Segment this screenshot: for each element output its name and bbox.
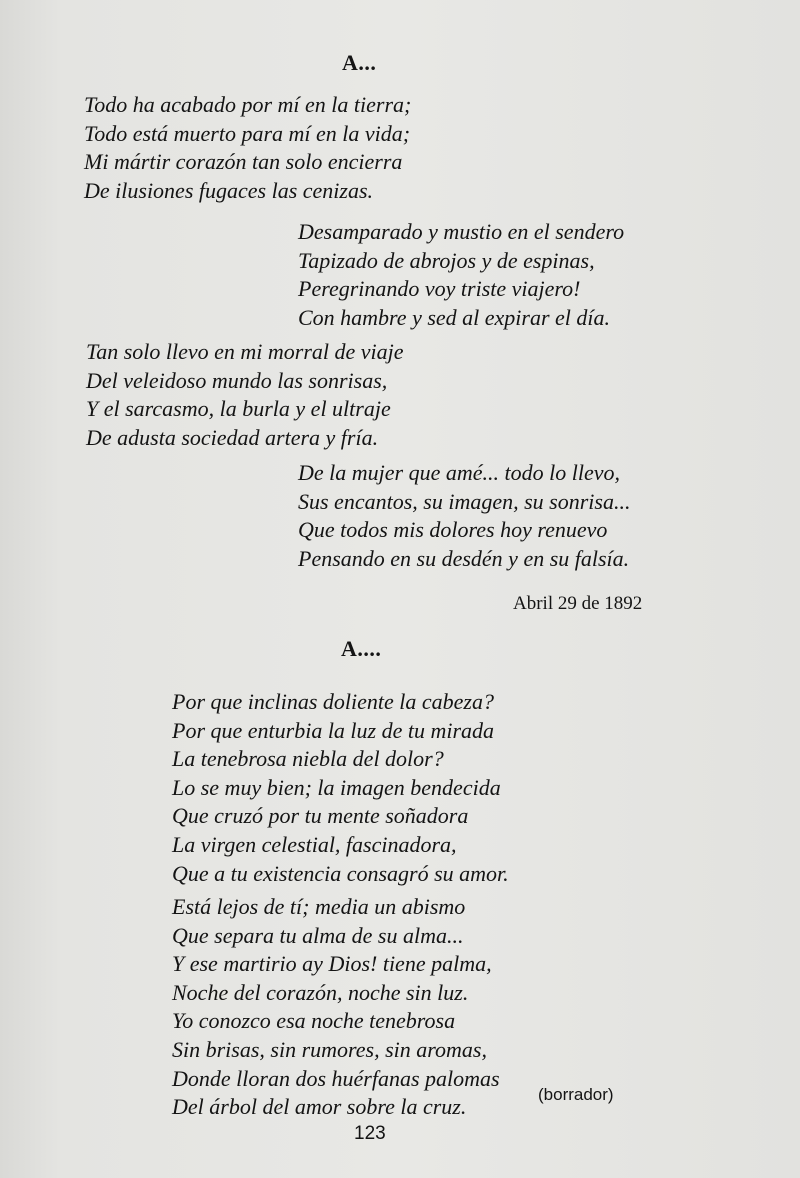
verse-line: De la mujer que amé... todo lo llevo, xyxy=(298,460,620,485)
verse-line: Del árbol del amor sobre la cruz. xyxy=(172,1094,467,1120)
verse-line: Lo se muy bien; la imagen bendecida xyxy=(172,774,501,800)
poem1-stanza-4 xyxy=(298,459,630,573)
verse-line: Con hambre y sed al expirar el día. xyxy=(298,304,611,330)
verse-line: Todo ha acabado por mí en la tierra; xyxy=(84,92,412,117)
verse-line: Por que enturbia la luz de tu mirada xyxy=(172,717,495,743)
verse-line: De ilusiones fugaces las cenizas. xyxy=(84,177,374,203)
verse-line: De adusta sociedad artera y fría. xyxy=(86,424,379,450)
poem1-title: A... xyxy=(342,50,377,75)
verse-line: Peregrinando voy triste viajero! xyxy=(298,276,581,301)
verse-line: Que todos mis dolores hoy renuevo xyxy=(298,517,608,542)
verse-line: Mi mártir corazón tan solo encierra xyxy=(84,149,403,174)
verse-line: La virgen celestial, fascinadora, xyxy=(172,831,457,857)
poem2-title: A.... xyxy=(341,636,382,661)
verse-line: Del veleidoso mundo las sonrisas, xyxy=(86,367,388,393)
verse-line: Y ese martirio ay Dios! tiene palma, xyxy=(172,951,492,977)
page-number: 123 xyxy=(354,1123,386,1144)
verse-line: Que separa tu alma de su alma... xyxy=(172,922,464,948)
draft-note: (borrador) xyxy=(538,1085,614,1104)
verse-line: Noche del corazón, noche sin luz. xyxy=(172,979,469,1005)
poem2-stanza-1 xyxy=(172,688,509,888)
verse-line: Que a tu existencia consagró su amor. xyxy=(172,860,509,886)
verse-line: Desamparado y mustio en el sendero xyxy=(298,219,625,244)
verse-line: Por que inclinas doliente la cabeza? xyxy=(172,689,494,714)
verse-line: Tan solo llevo en mi morral de viaje xyxy=(86,339,404,364)
verse-line: Tapizado de abrojos y de espinas, xyxy=(298,247,595,273)
verse-line: Está lejos de tí; media un abismo xyxy=(172,894,466,919)
verse-line: Yo conozco esa noche tenebrosa xyxy=(172,1008,456,1034)
verse-line: La tenebrosa niebla del dolor? xyxy=(172,746,444,772)
poem2-stanza-2 xyxy=(172,893,500,1122)
verse-line: Que cruzó por tu mente soñadora xyxy=(172,803,469,829)
poem1-stanza-1 xyxy=(84,91,411,205)
poem1-stanza-2 xyxy=(298,218,624,332)
verse-line: Donde lloran dos huérfanas palomas xyxy=(172,1065,500,1091)
verse-line: Pensando en su desdén y en su falsía. xyxy=(298,545,630,571)
poem1-stanza-3 xyxy=(86,338,404,452)
verse-line: Todo está muerto para mí en la vida; xyxy=(84,120,411,146)
verse-line: Sus encantos, su imagen, su sonrisa... xyxy=(298,488,631,514)
verse-line: Sin brisas, sin rumores, sin aromas, xyxy=(172,1036,487,1062)
verse-line: Y el sarcasmo, la burla y el ultraje xyxy=(86,396,391,421)
poem1-date: Abril 29 de 1892 xyxy=(513,593,643,614)
